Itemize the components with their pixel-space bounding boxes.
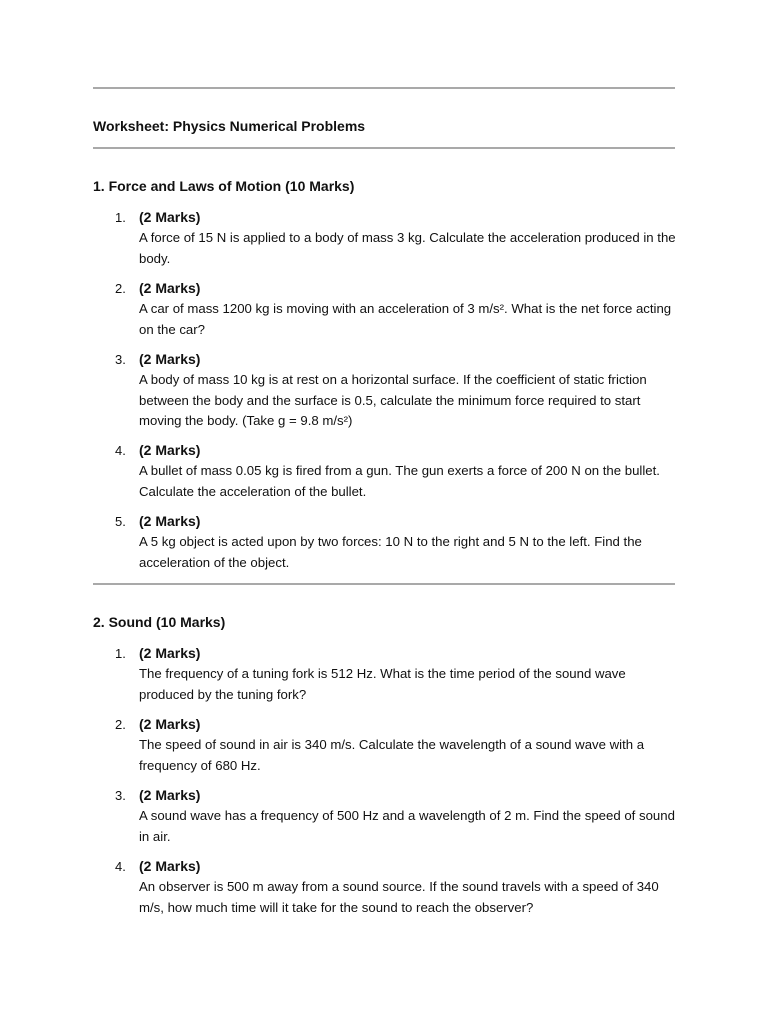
question-text: The speed of sound in air is 340 m/s. Calculate the wavelength of a sound wave with a frequency of 680 Hz.: [139, 737, 645, 773]
question-number: 1.: [115, 210, 126, 225]
question-number: 4.: [115, 859, 126, 874]
title-divider: [93, 147, 675, 149]
question-marks: (2 Marks): [139, 280, 201, 296]
question-number: 4.: [115, 443, 126, 458]
question-number: 5.: [115, 514, 126, 529]
question-number: 3.: [115, 352, 126, 367]
section-title-force-laws-of-motion: 1. Force and Laws of Motion (10 Marks): [93, 178, 355, 194]
question-marks: (2 Marks): [139, 858, 201, 874]
worksheet-title: Worksheet: Physics Numerical Problems: [93, 118, 366, 134]
question-text: A force of 15 N is applied to a body of mass 3 kg. Calculate the acceleration produced in the body.: [139, 230, 676, 266]
question-marks: (2 Marks): [139, 645, 201, 661]
question-marks: (2 Marks): [139, 351, 201, 367]
section-divider: [93, 583, 675, 585]
question-number: 2.: [115, 281, 126, 296]
question-marks: (2 Marks): [139, 716, 201, 732]
question-marks: (2 Marks): [139, 513, 201, 529]
question-number: 2.: [115, 717, 126, 732]
question-number: 3.: [115, 788, 126, 803]
question-text: A bullet of mass 0.05 kg is fired from a gun. The gun exerts a force of 200 N on the bullet. Calculate the acceleration of the bullet.: [139, 463, 660, 499]
question-marks: (2 Marks): [139, 442, 201, 458]
question-number: 1.: [115, 646, 126, 661]
question-text: The frequency of a tuning fork is 512 Hz. What is the time period of the sound wave produced by the tuning fork?: [139, 666, 626, 702]
question-marks: (2 Marks): [139, 787, 201, 803]
question-text: A 5 kg object is acted upon by two forces: 10 N to the right and 5 N to the left. Find the acceleration of the object.: [139, 534, 642, 570]
question-text: A sound wave has a frequency of 500 Hz and a wavelength of 2 m. Find the speed of sound in air.: [139, 808, 675, 844]
question-text: A body of mass 10 kg is at rest on a horizontal surface. If the coefficient of static friction between the body and the surface is 0.5, calculate the minimum force required to start moving the body. (Take g = 9.8 m/s²): [139, 372, 647, 428]
question-text: A car of mass 1200 kg is moving with an acceleration of 3 m/s². What is the net force acting on the car?: [139, 301, 672, 337]
section-title-sound: 2. Sound (10 Marks): [93, 614, 226, 630]
top-divider: [93, 87, 675, 89]
question-marks: (2 Marks): [139, 209, 201, 225]
question-text: An observer is 500 m away from a sound source. If the sound travels with a speed of 340 m/s, how much time will it take for the sound to reach the observer?: [139, 879, 659, 915]
